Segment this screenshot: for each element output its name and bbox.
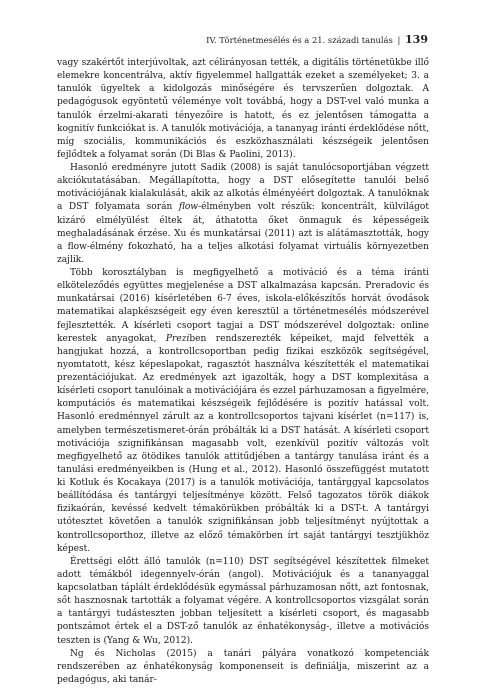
paragraph: [57, 57, 429, 162]
italic-term: Prezi: [165, 333, 190, 344]
paragraph: [57, 648, 429, 687]
text-segment: Több korosztályban is megfigyelhető a motiváció és a téma iránti elköteleződés együttes megjelenése a DST alkalmazása kapcsán. Preradovic és munkatársai (2016) kísérletében 6-7 éves, iskola-előkészítős horvát óvodások matematikai alapkészségeit egy éven keresztül a történetmesélés módszerével fejlesztették. A kísérleti csoport tagjai a DST módszerével dolgoztak: online kerestek anyagokat,: [57, 268, 429, 344]
text-segment: -élményben volt részük: koncentrált, külvilágot kizáró elmélyülést éltek át, áthatotta őket önmaguk és képességeik meghaladásának érzése. Xu és munkatársai (2011) azt is alátámasztották, hogy a flow-élmény fokozható, ha a teljes alkotási folyamat virtuális környezetben zajlik.: [57, 202, 429, 265]
paragraph: [57, 267, 429, 556]
text-segment: Hasonló eredményre jutott Sadik (2008) is saját tanulócsoportjában végzett akciókutatásában. Megállapította, hogy a DST elősegítette tanulói belső motivációjának kialakulását, akik az alkotás élményéért dolgoztak. A tanulóknak a DST folyamata során: [57, 163, 429, 213]
text-segment: Érettségi előtt álló tanulók (n=110) DST segítségével készítettek filmeket adott témákból idegennyelv-órán (angol). Motivációjuk és a tananyaggal kapcsolatban táplált érdeklődésük egymással párhuzamosan nőtt, azt fontosnak, sőt hasznosnak tartották a folyamat végére. A kontrollcsoportos vizsgálat során a tantárgyi tudásteszten jobban teljesített a kísérleti csoport, és magasabb pontszámot értek el a DST-ző tanulók az énhatékonyság-, illetve a motivációs teszten is (Yang & Wu, 2012).: [57, 556, 429, 646]
paragraph: [57, 162, 429, 267]
paragraph: [57, 556, 429, 648]
running-header: [206, 33, 428, 46]
text-segment: vagy szakértőt interjúvoltak, azt célirányosan tették, a digitális történetükbe illő elemekre koncentrálva, aktív figyelemmel hallgatták ezeket a személyeket; 3. a tanulók ügyeltek a kidolgozás minőségére és tervszerűen dolgoztak. A pedagógusok egyöntetű véleménye volt továbbá, hogy a DST-vel való munka a tanulók érzelmi-akarati tényezőire is hatott, és ez jelentősen támogatta a kognitív funkciókat is. A tanulók motivációja, a tananyag iránti érdeklődése nőtt, míg szociális, kommunikációs és eszközhasználati készségeik jelentősen fejlődtek a folyamat során (Di Blas & Paolini, 2013).: [57, 58, 429, 160]
text-segment: ben rendszerezték képeiket, majd felvették a hangjukat hozzá, a kontrollcsoportban pedig fizikai eszközök segítségével, nyomtatott, kész képeslapokat, ragasztót használva készítették el matematikai prezentációjukat. Az eredmények azt igazolták, hogy a DST komplexitása a kísérleti csoport tanulóinak a motivációjára és ezzel párhuzamosan a figyelmére, komputációs és matematikai készségeik fejlődésére is pozitív hatással volt. Hasonló eredménnyel zárult az a kontrollcsoportos tajvani kísérlet (n=117) is, amelyben természetismeret-órán próbálták ki a DST hatását. A kísérleti csoport motivációja szignifikánsan magasabb volt, ezenkívül pozitív változás volt megfigyelhető az ötödikes tanulók attitűdjében a tantárgy tanulása iránt és a tanulási eredményeikben is (Hung et al., 2012). Hasonló összefüggést mutatott ki Kotluk és Kocakaya (2017) is a tanulók motivációja, tantárggyal kapcsolatos beállítódása és tantárgyi teljesítménye között. Felső tagozatos török diákok fizikaórán, kevéssé kedvelt témakörükben próbálták ki a DST-t. A tantárgyi utótesztet követően a tanulók szignifikánsan jobb teljesítményt nyújtottak a kontrollcsoporthoz, illetve az előző témakörben írt saját tantárgyi tesztjükhöz képest.: [57, 333, 429, 554]
text-segment: Ng és Nicholas (2015) a tanári pályára vonatkozó kompetenciák rendszerében az énhatékonyság komponenseit is definiálja, miszerint az a pedagógus, aki tanár-: [57, 648, 429, 685]
chapter-title: IV. Történetmesélés és a 21. századi tanulás: [206, 35, 393, 45]
italic-term: flow: [178, 202, 199, 213]
header-separator: |: [397, 35, 401, 45]
body-text: [57, 57, 429, 687]
page-number: 139: [405, 33, 428, 46]
